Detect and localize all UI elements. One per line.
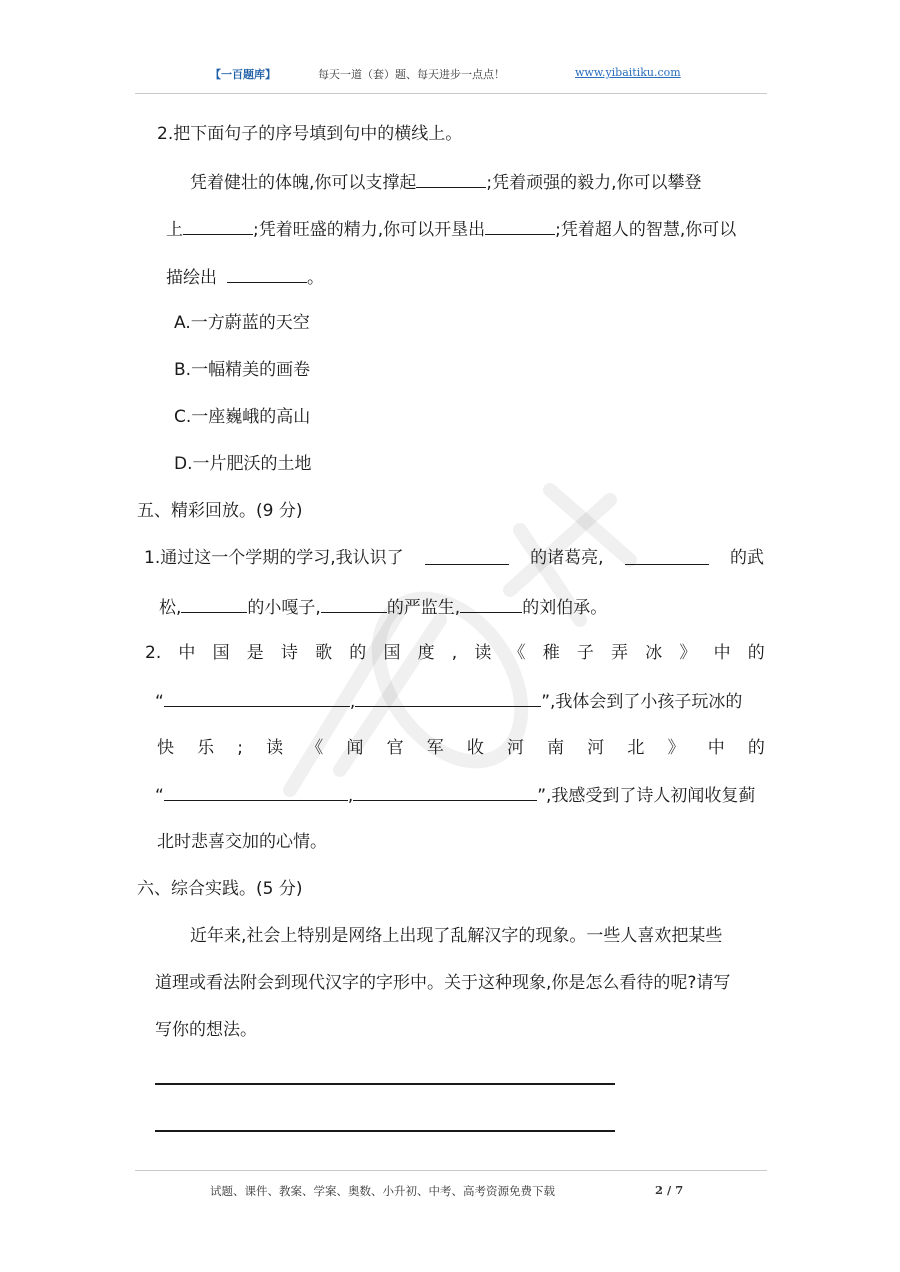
brand-label: 【一百题库】 bbox=[210, 68, 276, 81]
s6-paragraph-line-1: 近年来,社会上特别是网络上出现了乱解汉字的现象。一些人喜欢把某些 bbox=[190, 926, 723, 946]
s5-blank-9[interactable] bbox=[353, 783, 537, 801]
q2-line-1: 凭着健壮的体魄,你可以支撑起 ;凭着顽强的毅力,你可以攀登 bbox=[190, 170, 702, 194]
section-5-title: 五、精彩回放。(9 分) bbox=[137, 501, 303, 521]
s5-q2-line-2: “ , ”,我体会到了小孩子玩冰的 bbox=[155, 689, 742, 713]
q2-title: 2.把下面句子的序号填到句中的横线上。 bbox=[157, 124, 463, 144]
q2-blank-3[interactable] bbox=[485, 217, 555, 235]
slogan-text: 每天一道（套）题、每天进步一点点！ bbox=[318, 68, 505, 81]
q2-blank-2[interactable] bbox=[183, 217, 253, 235]
s5-q2-line-1: 2. 中 国 是 诗 歌 的 国 度 , 读 《 稚 子 弄 冰 》 中 的 bbox=[145, 643, 765, 663]
s6-paragraph-line-3: 写你的想法。 bbox=[155, 1020, 257, 1040]
s5-q1-line-1: 1.通过这一个学期的学习,我认识了 的诸葛亮, 的武 bbox=[144, 548, 764, 568]
s5-blank-2[interactable] bbox=[625, 547, 709, 565]
s5-q2-line-5: 北时悲喜交加的心情。 bbox=[157, 832, 327, 852]
footer-rule bbox=[135, 1170, 767, 1171]
s5-blank-1[interactable] bbox=[425, 547, 509, 565]
s5-blank-3[interactable] bbox=[181, 595, 247, 613]
s5-blank-8[interactable] bbox=[164, 783, 348, 801]
page-number: 2 / 7 bbox=[655, 1183, 684, 1197]
option-b: B.一幅精美的画卷 bbox=[174, 360, 311, 380]
footer-text: 试题、课件、教案、学案、奥数、小升初、中考、高考资源免费下载 bbox=[210, 1184, 555, 1198]
answer-line-1[interactable] bbox=[155, 1083, 615, 1085]
answer-line-2[interactable] bbox=[155, 1130, 615, 1132]
header-rule bbox=[135, 93, 767, 94]
site-link[interactable]: www.yibaitiku.com bbox=[575, 66, 681, 79]
q2-line-2: 上 ;凭着旺盛的精力,你可以开垦出 ;凭着超人的智慧,你可以 bbox=[166, 217, 736, 241]
s5-q2-line-4: “ , ”,我感受到了诗人初闻收复蓟 bbox=[155, 783, 755, 807]
s6-paragraph-line-2: 道理或看法附会到现代汉字的字形中。关于这种现象,你是怎么看待的呢?请写 bbox=[155, 973, 731, 993]
s5-q1-line-2: 松, 的小嘎子, 的严监生, 的刘伯承。 bbox=[159, 595, 607, 619]
option-c: C.一座巍峨的高山 bbox=[174, 407, 311, 427]
s5-blank-4[interactable] bbox=[321, 595, 387, 613]
s5-blank-7[interactable] bbox=[355, 689, 541, 707]
option-a: A.一方蔚蓝的天空 bbox=[174, 313, 310, 333]
s5-blank-5[interactable] bbox=[460, 595, 522, 613]
q2-line-3: 描绘出 。 bbox=[166, 265, 324, 289]
q2-blank-4[interactable] bbox=[227, 265, 307, 283]
s5-blank-6[interactable] bbox=[164, 689, 350, 707]
option-d: D.一片肥沃的土地 bbox=[174, 454, 312, 474]
s5-q2-line-3: 快 乐 ; 读 《 闻 官 军 收 河 南 河 北 》 中 的 bbox=[157, 738, 765, 758]
q2-blank-1[interactable] bbox=[416, 170, 486, 188]
section-6-title: 六、综合实践。(5 分) bbox=[137, 879, 303, 899]
